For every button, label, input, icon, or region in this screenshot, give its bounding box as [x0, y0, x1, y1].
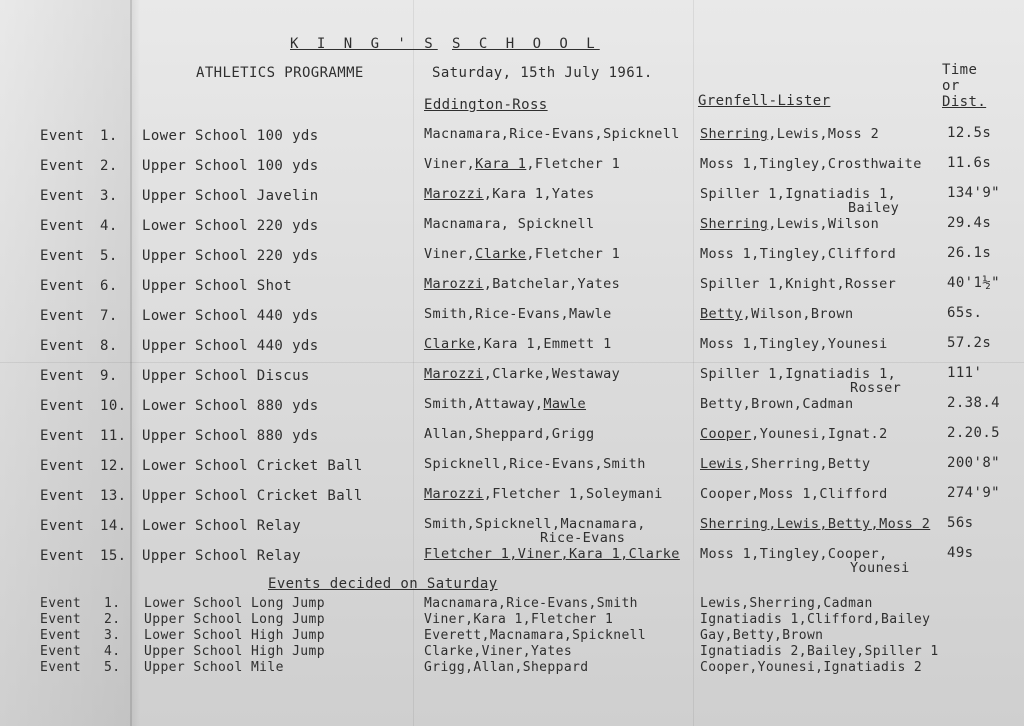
event-label: Event	[40, 248, 85, 264]
entrant-text: ,Lewis,Wilson	[768, 216, 880, 232]
entrant-text: Spiller 1,Ignatiadis 1,	[700, 186, 897, 202]
entrant-text: Spiller 1,Ignatiadis 1,	[700, 366, 897, 382]
event-number: 10.	[100, 398, 127, 414]
entrant-text: Smith,Spicknell,Macnamara,	[424, 516, 646, 532]
winner-name: Fletcher 1,Viner,Kara 1,Clarke	[424, 546, 680, 562]
event-name: Upper School 100 yds	[142, 158, 319, 174]
result-time-or-distance: 29.4s	[947, 215, 992, 231]
title-school: S C H O O L	[452, 36, 600, 52]
eddington-ross-entrants: Clarke,Viner,Yates	[424, 644, 573, 659]
eddington-ross-entrants: Viner,Kara 1,Fletcher 1	[424, 612, 614, 627]
eddington-ross-entrants	[424, 216, 595, 232]
entrant-text: Macnamara, Spicknell	[424, 216, 595, 232]
entrant-text: ,Fletcher 1,Soleymani	[483, 486, 663, 502]
event-number: 12.	[100, 458, 127, 474]
event-number: 6.	[100, 278, 118, 294]
entrant-text: Moss 1,Tingley,Younesi	[700, 336, 888, 352]
grenfell-lister-entrants	[700, 396, 854, 412]
event-label: Event	[40, 518, 85, 534]
entrant-text: Spicknell,Rice-Evans,Smith	[424, 456, 646, 472]
winner-name: Sherring,Lewis,Betty,Moss 2	[700, 516, 931, 532]
entrant-text: ,Fletcher 1	[526, 246, 621, 262]
eddington-ross-entrants	[424, 456, 646, 472]
eddington-ross-entrants	[424, 546, 680, 562]
event-label: Event	[40, 308, 85, 324]
grenfell-lister-entrants	[700, 246, 896, 262]
event-name: Upper School High Jump	[144, 644, 325, 659]
event-name: Lower School Relay	[142, 518, 301, 534]
winner-name: Marozzi	[424, 186, 484, 202]
grenfell-lister-entrants	[700, 516, 930, 532]
grenfell-lister-entrants	[700, 486, 888, 502]
event-label: Event	[40, 596, 82, 611]
winner-name: Clarke	[424, 336, 476, 352]
entrant-text: ,Fletcher 1	[526, 156, 621, 172]
event-name: Upper School Long Jump	[144, 612, 325, 627]
eddington-ross-entrants: Grigg,Allan,Sheppard	[424, 660, 589, 675]
event-label: Event	[40, 128, 85, 144]
event-number: 2.	[104, 612, 121, 627]
event-name: Upper School Cricket Ball	[142, 488, 363, 504]
event-number: 9.	[100, 368, 118, 384]
result-time-or-distance: 2.38.4	[947, 395, 1000, 411]
entrant-text: Allan,Sheppard,Grigg	[424, 426, 595, 442]
event-number: 4.	[100, 218, 118, 234]
event-label: Event	[40, 548, 85, 564]
entrant-text: ,Sherring,Betty	[742, 456, 871, 472]
eddington-ross-entrants-cont: Rice-Evans	[540, 530, 626, 546]
column-header-time: Time or Dist.	[942, 62, 987, 110]
event-number: 7.	[100, 308, 118, 324]
grenfell-lister-entrants	[700, 456, 871, 472]
entrant-text: ,Kara 1,Emmett 1	[475, 336, 612, 352]
event-label: Event	[40, 398, 85, 414]
winner-name: Marozzi	[424, 276, 484, 292]
event-label: Event	[40, 158, 85, 174]
event-name: Lower School 100 yds	[142, 128, 319, 144]
grenfell-lister-entrants	[700, 276, 896, 292]
event-number: 11.	[100, 428, 127, 444]
eddington-ross-entrants	[424, 366, 620, 382]
section-heading-saturday: Events decided on Saturday	[268, 576, 498, 592]
result-time-or-distance: 200'8"	[947, 455, 1000, 471]
entrant-text: ,Younesi,Ignat.2	[751, 426, 888, 442]
event-label: Event	[40, 644, 82, 659]
grenfell-lister-entrants	[700, 426, 888, 442]
event-name: Lower School High Jump	[144, 628, 325, 643]
grenfell-lister-entrants: Ignatiadis 1,Clifford,Bailey	[700, 612, 931, 627]
grenfell-lister-entrants	[700, 156, 922, 172]
grenfell-lister-entrants	[700, 336, 888, 352]
eddington-ross-entrants	[424, 126, 680, 142]
eddington-ross-entrants: Everett,Macnamara,Spicknell	[424, 628, 647, 643]
event-number: 13.	[100, 488, 127, 504]
result-time-or-distance: 65s.	[947, 305, 983, 321]
entrant-text: Viner,	[424, 156, 476, 172]
event-number: 15.	[100, 548, 127, 564]
winner-name: Marozzi	[424, 366, 484, 382]
winner-name: Cooper	[700, 426, 752, 442]
event-number: 14.	[100, 518, 127, 534]
fold-crease	[0, 362, 1024, 363]
winner-name: Betty	[700, 306, 743, 322]
grenfell-lister-entrants	[700, 216, 879, 232]
result-time-or-distance: 2.20.5	[947, 425, 1000, 441]
event-name: Lower School 880 yds	[142, 398, 319, 414]
event-name: Upper School Shot	[142, 278, 293, 294]
event-label: Event	[40, 218, 85, 234]
eddington-ross-entrants	[424, 186, 595, 202]
result-time-or-distance: 134'9"	[947, 185, 1000, 201]
grenfell-lister-entrants-cont: Rosser	[850, 380, 902, 396]
event-label: Event	[40, 612, 82, 627]
entrant-text: ,Clarke,Westaway	[483, 366, 621, 382]
entrant-text: Moss 1,Tingley,Cooper,	[700, 546, 888, 562]
winner-name: Sherring	[700, 216, 769, 232]
subtitle: ATHLETICS PROGRAMME	[196, 65, 364, 81]
event-label: Event	[40, 660, 82, 675]
event-label: Event	[40, 278, 85, 294]
eddington-ross-entrants	[424, 336, 612, 352]
event-name: Upper School 220 yds	[142, 248, 319, 264]
entrant-text: ,Kara 1,Yates	[483, 186, 595, 202]
result-time-or-distance: 111'	[947, 365, 983, 381]
result-time-or-distance: 56s	[947, 515, 974, 531]
grenfell-lister-entrants-cont: Bailey	[848, 200, 900, 216]
entrant-text: Betty,Brown,Cadman	[700, 396, 854, 412]
grenfell-lister-entrants: Lewis,Sherring,Cadman	[700, 596, 873, 611]
event-label: Event	[40, 458, 85, 474]
entrant-text: Moss 1,Tingley,Clifford	[700, 246, 897, 262]
winner-name: Clarke	[475, 246, 527, 262]
grenfell-lister-entrants	[700, 306, 854, 322]
event-name: Upper School Javelin	[142, 188, 319, 204]
event-label: Event	[40, 368, 85, 384]
eddington-ross-entrants	[424, 306, 612, 322]
result-time-or-distance: 57.2s	[947, 335, 992, 351]
fold-crease	[693, 0, 694, 726]
event-number: 1.	[100, 128, 118, 144]
grenfell-lister-entrants: Cooper,Younesi,Ignatiadis 2	[700, 660, 923, 675]
result-time-or-distance: 26.1s	[947, 245, 992, 261]
event-number: 4.	[104, 644, 121, 659]
eddington-ross-entrants	[424, 486, 663, 502]
event-name: Upper School Mile	[144, 660, 284, 675]
entrant-text: Viner,	[424, 246, 476, 262]
column-header-eddington-ross: Eddington-Ross	[424, 97, 548, 113]
eddington-ross-entrants	[424, 246, 620, 262]
grenfell-lister-entrants: Ignatiadis 2,Bailey,Spiller 1	[700, 644, 939, 659]
entrant-text: Smith,Attaway,	[424, 396, 544, 412]
event-name: Upper School 880 yds	[142, 428, 319, 444]
grenfell-lister-entrants: Gay,Betty,Brown	[700, 628, 824, 643]
title-kings: K I N G ' S	[290, 36, 438, 52]
event-number: 5.	[100, 248, 118, 264]
winner-name: Kara 1	[475, 156, 527, 172]
event-number: 1.	[104, 596, 121, 611]
event-name: Upper School 440 yds	[142, 338, 319, 354]
eddington-ross-entrants	[424, 276, 620, 292]
fold-crease	[130, 0, 132, 726]
event-number: 8.	[100, 338, 118, 354]
event-name: Upper School Relay	[142, 548, 301, 564]
entrant-text: ,Batchelar,Yates	[483, 276, 621, 292]
fold-crease	[413, 0, 414, 726]
event-label: Event	[40, 428, 85, 444]
entrant-text: Macnamara,Rice-Evans,Spicknell	[424, 126, 680, 142]
event-name: Lower School Long Jump	[144, 596, 325, 611]
entrant-text: Smith,Rice-Evans,Mawle	[424, 306, 612, 322]
event-name: Lower School 440 yds	[142, 308, 319, 324]
entrant-text: Cooper,Moss 1,Clifford	[700, 486, 888, 502]
eddington-ross-entrants	[424, 156, 620, 172]
event-label: Event	[40, 188, 85, 204]
entrant-text: ,Lewis,Moss 2	[768, 126, 880, 142]
column-header-grenfell-lister: Grenfell-Lister	[698, 93, 831, 109]
entrant-text: Moss 1,Tingley,Crosthwaite	[700, 156, 922, 172]
winner-name: Mawle	[543, 396, 587, 412]
result-time-or-distance: 40'1½"	[947, 275, 1000, 291]
event-label: Event	[40, 488, 85, 504]
event-name: Lower School Cricket Ball	[142, 458, 363, 474]
eddington-ross-entrants	[424, 396, 586, 412]
event-number: 5.	[104, 660, 121, 675]
result-time-or-distance: 11.6s	[947, 155, 992, 171]
event-name: Lower School 220 yds	[142, 218, 319, 234]
date: Saturday, 15th July 1961.	[432, 65, 653, 81]
event-label: Event	[40, 338, 85, 354]
entrant-text: Spiller 1,Knight,Rosser	[700, 276, 897, 292]
event-number: 3.	[104, 628, 121, 643]
event-label: Event	[40, 628, 82, 643]
result-time-or-distance: 274'9"	[947, 485, 1000, 501]
winner-name: Lewis	[700, 456, 743, 472]
winner-name: Marozzi	[424, 486, 484, 502]
eddington-ross-entrants: Macnamara,Rice-Evans,Smith	[424, 596, 638, 611]
grenfell-lister-entrants-cont: Younesi	[850, 560, 910, 576]
event-number: 2.	[100, 158, 118, 174]
event-number: 3.	[100, 188, 118, 204]
entrant-text: ,Wilson,Brown	[742, 306, 854, 322]
event-name: Upper School Discus	[142, 368, 310, 384]
result-time-or-distance: 49s	[947, 545, 974, 561]
eddington-ross-entrants	[424, 426, 595, 442]
winner-name: Sherring	[700, 126, 769, 142]
result-time-or-distance: 12.5s	[947, 125, 992, 141]
grenfell-lister-entrants	[700, 126, 879, 142]
